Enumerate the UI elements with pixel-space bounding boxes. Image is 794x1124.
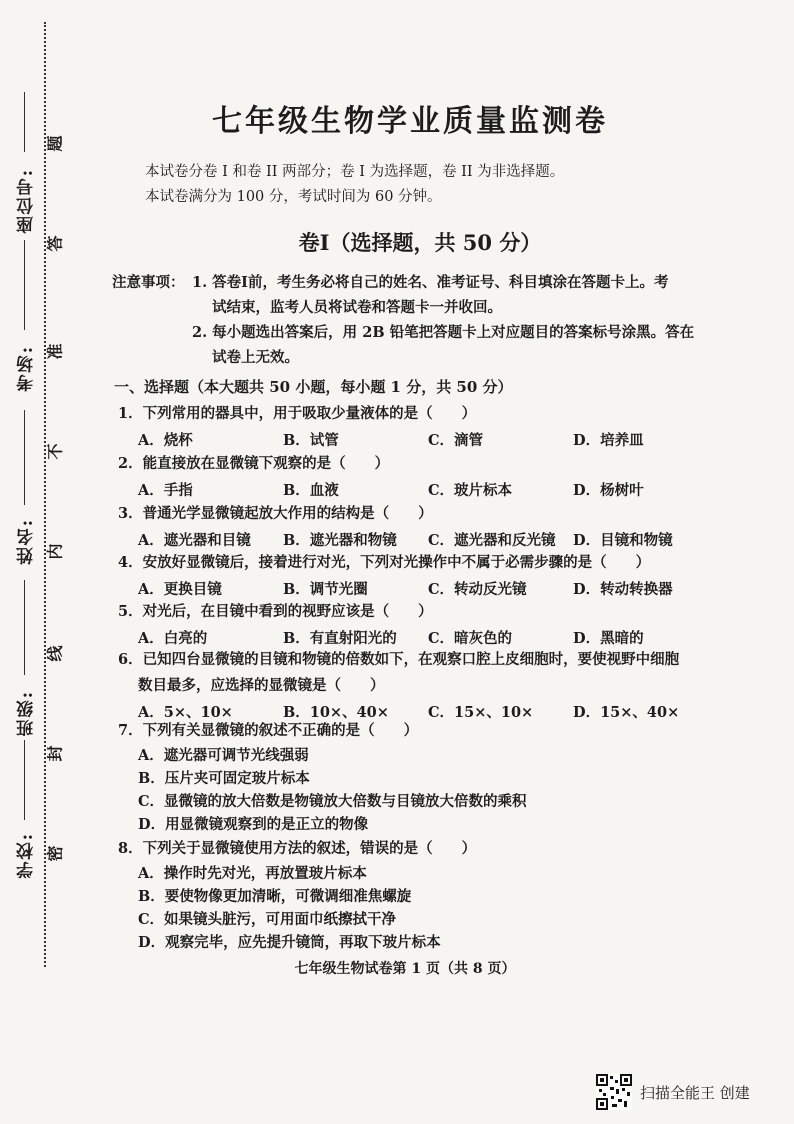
section-heading: 卷Ⅰ（选择题，共 50 分）	[298, 230, 542, 255]
question-5	[118, 599, 718, 649]
question-stem: 4．安放好显微镜后，接着进行对光，下列对光操作中不属于必需步骤的是（ ）	[118, 554, 651, 571]
school-field: 学校:	[17, 832, 37, 879]
option-row	[138, 625, 718, 649]
qr-code-icon	[596, 1074, 632, 1110]
option-row	[138, 427, 718, 451]
question-stem: 1．下列常用的器具中，用于吸取少量液体的是（ ）	[118, 405, 477, 422]
question-stem: 3．普通光学显微镜起放大作用的结构是（ ）	[118, 505, 433, 522]
option-row	[138, 576, 718, 600]
binding-mark: 封	[45, 745, 65, 762]
binding-mark: 题	[45, 135, 65, 152]
option: C．滴管	[428, 431, 484, 449]
seat-blank-line	[24, 92, 25, 152]
exam-room-field: 考场:	[17, 345, 37, 392]
note-line: 2. 每小题选出答案后，用 2B 铅笔把答题卡上对应题目的答案标号涂黑。答在	[192, 324, 695, 341]
question-stem: 7．下列有关显微镜的叙述不正确的是（ ）	[118, 722, 419, 739]
option: B．调节光圈	[283, 580, 368, 598]
question-stem-continued: 数目最多，应选择的显微镜是（ ）	[138, 677, 385, 694]
question-1	[118, 401, 718, 451]
option: B．血液	[283, 481, 339, 499]
intro-line-1: 本试卷分卷 I 和卷 II 两部分；卷 I 为选择题，卷 II 为非选择题。	[145, 164, 565, 180]
question-7	[118, 718, 718, 836]
option: C．显微镜的放大倍数是物镜放大倍数与目镜放大倍数的乘积	[138, 793, 527, 810]
option: B．试管	[283, 431, 339, 449]
notes-label: 注意事项：	[112, 274, 185, 291]
part-heading: 一、选择题（本大题共 50 小题，每小题 1 分，共 50 分）	[114, 378, 513, 396]
class-field: 班级:	[17, 690, 37, 737]
option: B．要使物像更加清晰，可微调细准焦螺旋	[138, 888, 412, 905]
school-blank-line	[24, 740, 25, 820]
binding-dotted-line	[44, 22, 46, 967]
room-blank-line	[24, 240, 25, 330]
option: A．5×、10×	[138, 703, 233, 721]
option: D．黑暗的	[573, 629, 644, 647]
note-line: 1. 答卷Ⅰ前，考生务必将自己的姓名、准考证号、科目填涂在答题卡上。考	[192, 274, 669, 291]
option: B．压片夹可固定玻片标本	[138, 770, 310, 787]
option: B．有直射阳光的	[283, 629, 397, 647]
binding-mark: 线	[45, 645, 65, 662]
option: A．白亮的	[138, 629, 208, 647]
question-8	[118, 836, 718, 954]
scanner-watermark: 扫描全能王 创建	[640, 1084, 750, 1102]
binding-mark: 密	[45, 845, 65, 862]
option: D．杨树叶	[573, 481, 644, 499]
binding-mark: 准	[45, 343, 65, 360]
option: C．15×、10×	[428, 703, 534, 721]
name-blank-line	[24, 410, 25, 505]
option: D．目镜和物镜	[573, 531, 673, 549]
question-2	[118, 451, 718, 501]
option: B．10×、40×	[283, 703, 389, 721]
option: A．更换目镜	[138, 580, 222, 598]
page-footer: 七年级生物试卷第 1 页（共 8 页）	[294, 961, 516, 977]
binding-mark: 不	[45, 443, 65, 460]
option: D．培养皿	[573, 431, 644, 449]
exam-title: 七年级生物学业质量监测卷	[212, 104, 608, 139]
option: A．遮光器可调节光线强弱	[138, 747, 309, 764]
option: D．用显微镜观察到的是正立的物像	[138, 816, 369, 833]
option: B．遮光器和物镜	[283, 531, 397, 549]
question-4	[118, 550, 718, 600]
option: D．转动转换器	[573, 580, 673, 598]
question-6	[118, 647, 718, 723]
binding-mark: 答	[45, 235, 65, 252]
option: A．烧杯	[138, 431, 193, 449]
option: A．操作时先对光，再放置玻片标本	[138, 865, 367, 882]
binding-mark: 内	[45, 543, 65, 560]
option-row	[138, 527, 718, 551]
seat-number-field: 座位号:	[17, 168, 37, 234]
option-row	[138, 477, 718, 501]
option: D．观察完毕，应先提升镜筒，再取下玻片标本	[138, 934, 441, 951]
note-line: 试结束，监考人员将试卷和答题卡一并收回。	[212, 299, 502, 316]
class-blank-line	[24, 580, 25, 675]
name-field: 姓名:	[17, 518, 37, 565]
question-stem: 8．下列关于显微镜使用方法的叙述，错误的是（ ）	[118, 840, 477, 857]
option: D．15×、40×	[573, 703, 680, 721]
option: C．如果镜头脏污，可用面巾纸擦拭干净	[138, 911, 397, 928]
question-stem: 6．已知四台显微镜的目镜和物镜的倍数如下，在观察口腔上皮细胞时，要使视野中细胞	[118, 651, 680, 668]
question-stem: 2．能直接放在显微镜下观察的是（ ）	[118, 455, 390, 472]
option: A．遮光器和目镜	[138, 531, 251, 549]
question-3	[118, 501, 718, 551]
option: C．玻片标本	[428, 481, 513, 499]
option: C．遮光器和反光镜	[428, 531, 556, 549]
option: C．转动反光镜	[428, 580, 527, 598]
question-stem: 5．对光后，在目镜中看到的视野应该是（ ）	[118, 603, 433, 620]
intro-line-2: 本试卷满分为 100 分，考试时间为 60 分钟。	[145, 189, 442, 205]
option: A．手指	[138, 481, 193, 499]
note-line: 试卷上无效。	[212, 349, 299, 366]
option: C．暗灰色的	[428, 629, 513, 647]
